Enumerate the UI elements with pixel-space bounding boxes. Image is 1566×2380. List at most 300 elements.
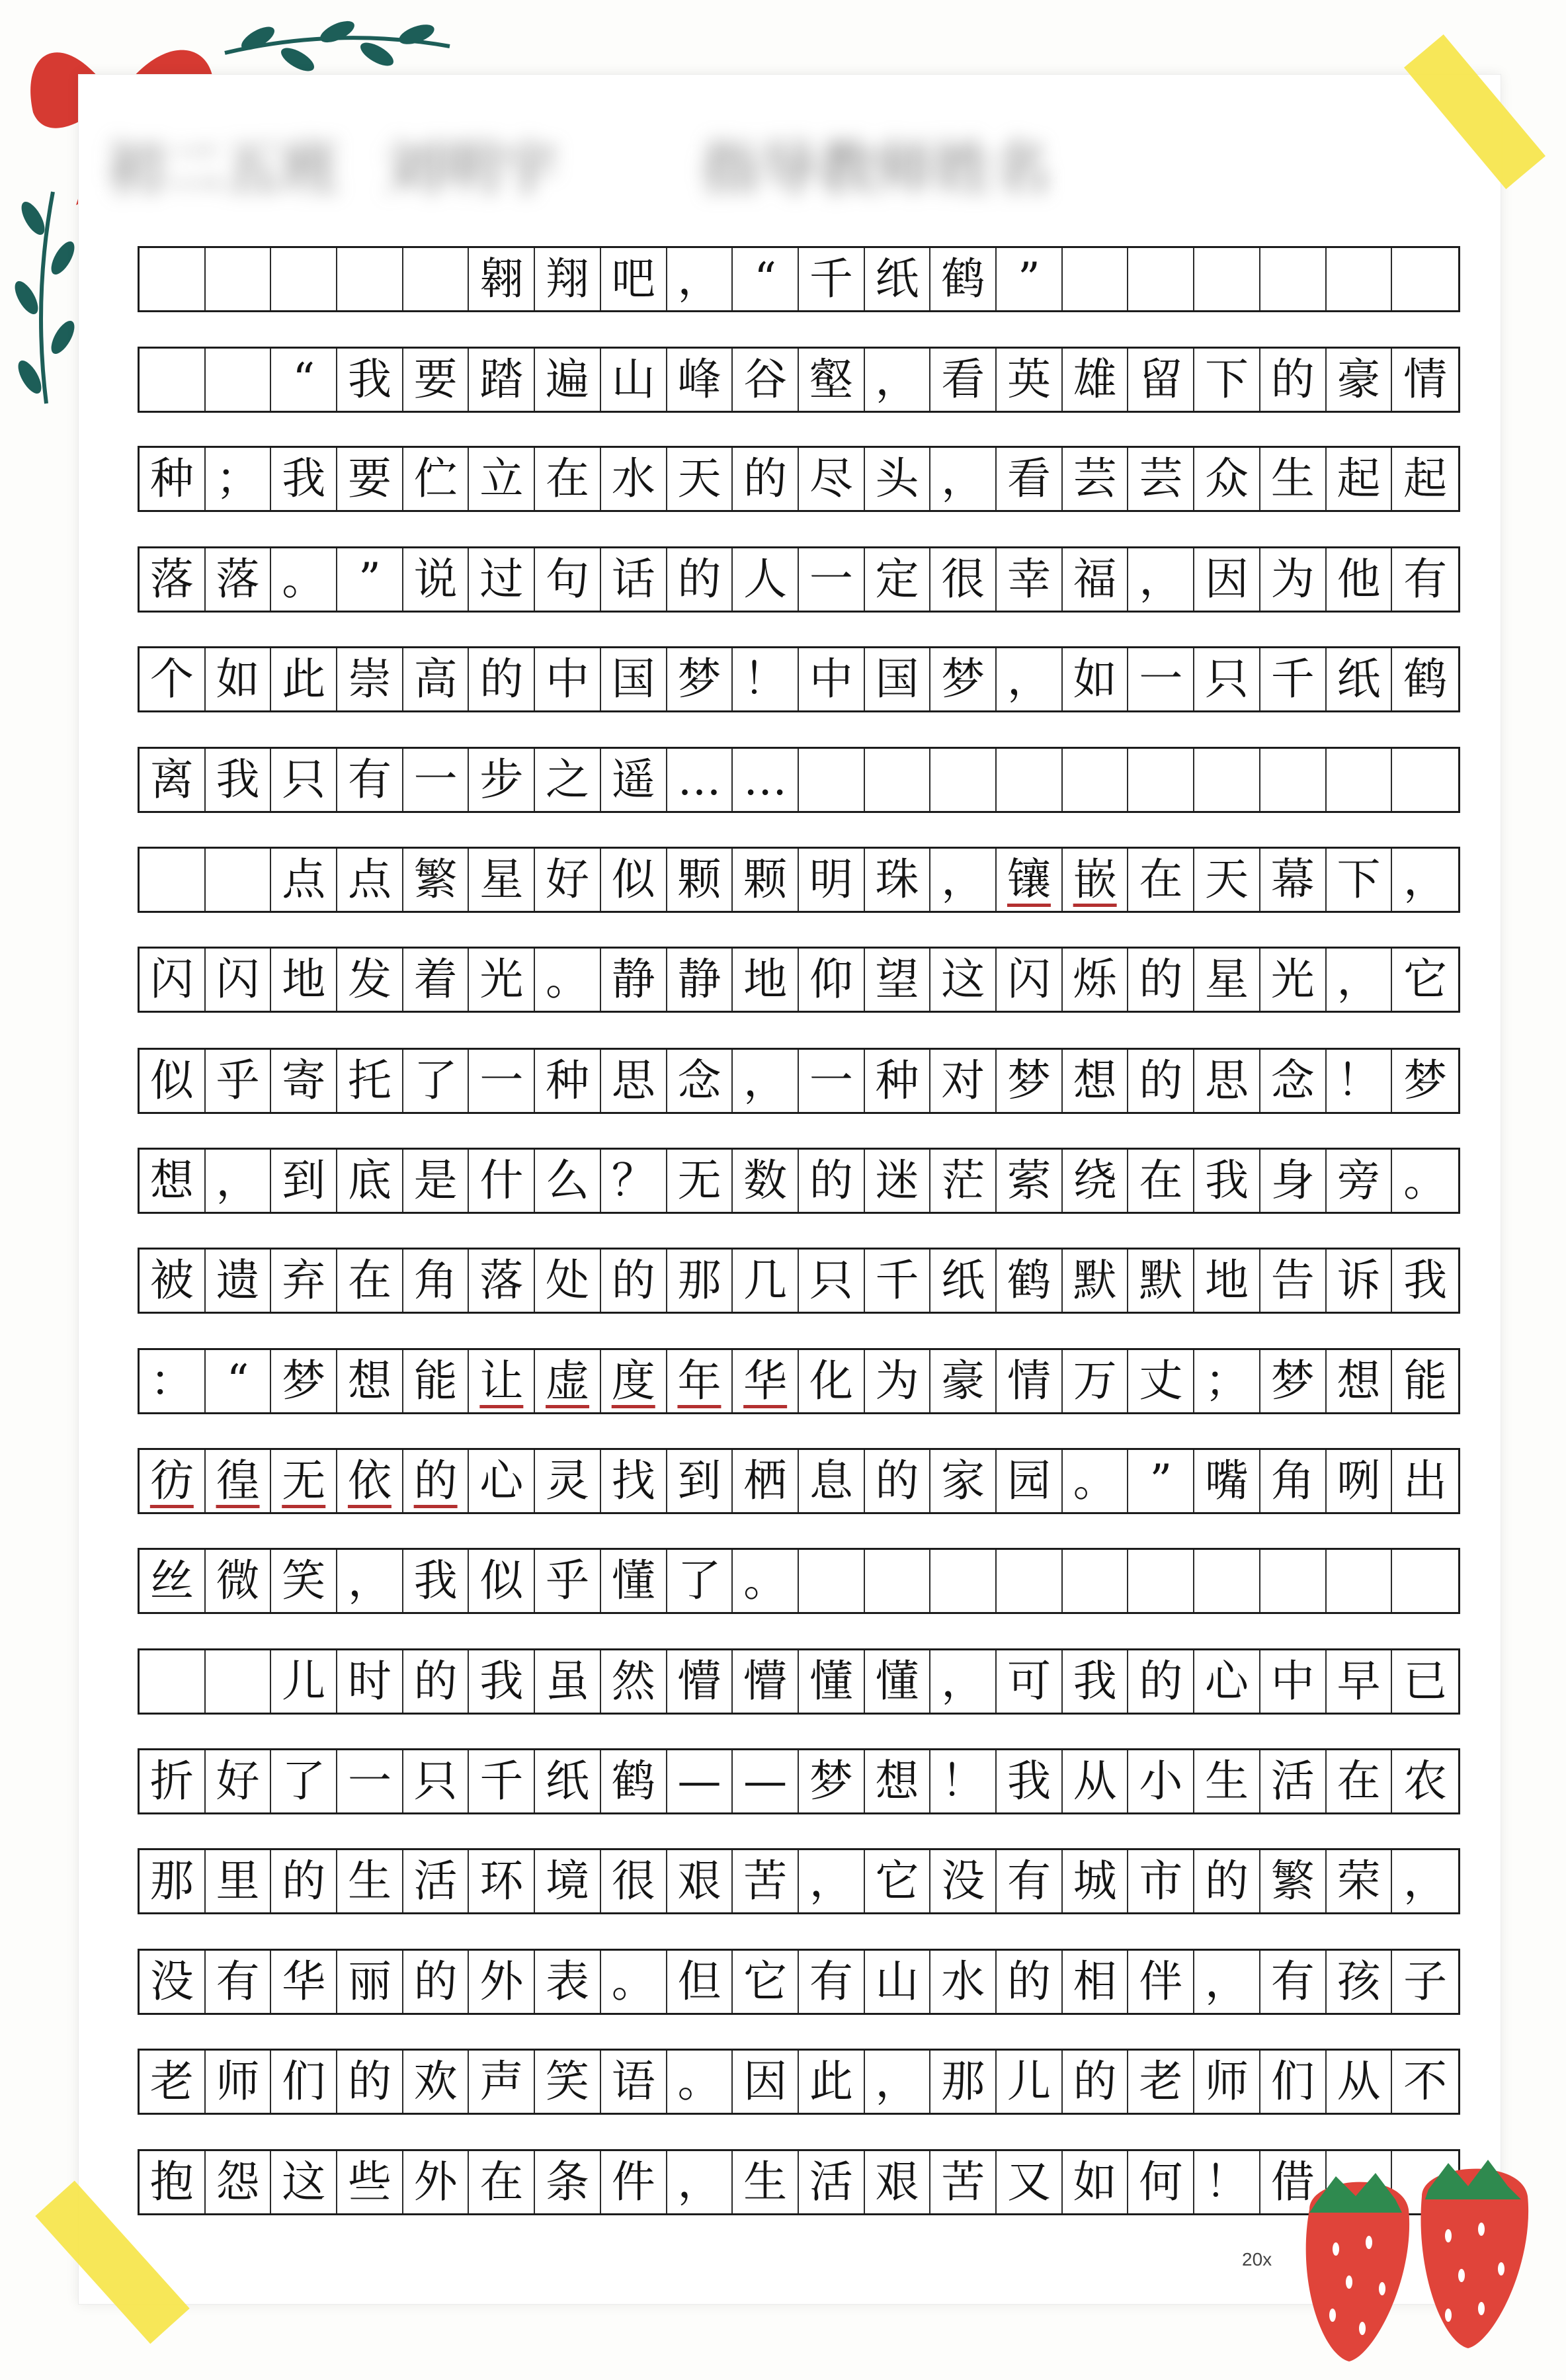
grid-row bbox=[138, 1548, 1460, 1614]
grid-cell: 鹤 bbox=[930, 248, 997, 310]
grid-cell: 水 bbox=[601, 448, 667, 510]
grid-cell: 城 bbox=[1063, 1850, 1129, 1912]
grid-cell: 闪 bbox=[206, 949, 272, 1011]
grid-cell: 无 bbox=[271, 1450, 337, 1512]
grid-cell: 这 bbox=[271, 2151, 337, 2213]
grid-cell: 鹤 bbox=[1403, 654, 1448, 704]
grid-cell: 我 bbox=[271, 448, 337, 510]
grid-cell: 绕 bbox=[1063, 1150, 1129, 1212]
grid-cell: 起 bbox=[1403, 453, 1448, 504]
grid-cell: 有 bbox=[1260, 1951, 1327, 2013]
grid-cell: 想 bbox=[140, 1150, 206, 1212]
grid-cell: 此 bbox=[799, 2051, 865, 2113]
grid-cell: 繁 bbox=[403, 849, 470, 911]
grid-cell: — bbox=[667, 1750, 733, 1812]
grid-cell bbox=[1392, 1550, 1458, 1612]
grid-cell: 们 bbox=[1260, 2051, 1327, 2113]
grid-cell: 中 bbox=[1260, 1650, 1327, 1713]
grid-cell: 的 bbox=[601, 1250, 667, 1312]
grid-cell: 一 bbox=[403, 749, 470, 811]
grid-cell: ， bbox=[337, 1550, 403, 1612]
grid-cell: 繁 bbox=[1260, 1850, 1327, 1912]
grid-cell: 它 bbox=[865, 1850, 931, 1912]
grid-cell: 欢 bbox=[403, 2051, 470, 2113]
grid-cell: 我 bbox=[1063, 1650, 1129, 1713]
grid-cell: 生 bbox=[733, 2151, 799, 2213]
grid-cell: 句 bbox=[535, 548, 601, 611]
grid-cell: 雄 bbox=[1063, 349, 1129, 411]
grid-cell: 头 bbox=[865, 448, 931, 510]
grid-cell: 步 bbox=[469, 749, 535, 811]
grid-cell: 幸 bbox=[997, 548, 1063, 611]
grid-cell: 咧 bbox=[1327, 1450, 1393, 1512]
grid-cell: 。 bbox=[601, 1951, 667, 2013]
grid-cell: 地 bbox=[733, 949, 799, 1011]
grid-cell: 的 bbox=[1260, 349, 1327, 411]
grid-cell: 能 bbox=[1403, 1355, 1448, 1406]
grid-cell: 萦 bbox=[997, 1150, 1063, 1212]
grid-cell: 栖 bbox=[733, 1450, 799, 1512]
grid-cell: 想 bbox=[1063, 1050, 1129, 1112]
grid-cell: 光 bbox=[1260, 949, 1327, 1011]
grid-cell: 他 bbox=[1327, 548, 1393, 611]
grid-cell bbox=[1194, 749, 1260, 811]
grid-cell: 已 bbox=[1403, 1656, 1448, 1707]
grid-cell: 笑 bbox=[535, 2051, 601, 2113]
grid-row bbox=[138, 546, 1460, 613]
grid-cell: 想 bbox=[865, 1750, 931, 1812]
grid-row bbox=[138, 2149, 1460, 2215]
grid-cell bbox=[206, 849, 272, 911]
grid-cell: 丝 bbox=[140, 1550, 206, 1612]
grid-cell: ， bbox=[206, 1150, 272, 1212]
grid-cell: 众 bbox=[1194, 448, 1260, 510]
grid-cell: 境 bbox=[535, 1850, 601, 1912]
grid-cell: 抱 bbox=[140, 2151, 206, 2213]
grid-cell: 看 bbox=[930, 349, 997, 411]
grid-cell: ， bbox=[799, 1850, 865, 1912]
grid-row bbox=[138, 1048, 1460, 1114]
grid-cell: 落 bbox=[469, 1250, 535, 1312]
grid-cell: 活 bbox=[799, 2151, 865, 2213]
grid-cell: 早 bbox=[1327, 1650, 1393, 1713]
grid-cell: 很 bbox=[930, 548, 997, 611]
grid-cell: 种 bbox=[535, 1050, 601, 1112]
grid-cell: 微 bbox=[206, 1550, 272, 1612]
grid-cell: 园 bbox=[997, 1450, 1063, 1512]
grid-cell: 我 bbox=[403, 1550, 470, 1612]
grid-cell: 的 bbox=[403, 1650, 470, 1713]
grid-cell: 静 bbox=[667, 949, 733, 1011]
grid-cell: 孩 bbox=[1327, 1951, 1393, 2013]
grid-cell: 农 bbox=[1403, 1756, 1448, 1806]
grid-row bbox=[138, 1848, 1460, 1914]
grid-cell: 地 bbox=[1194, 1250, 1260, 1312]
grid-cell: 山 bbox=[601, 349, 667, 411]
grid-cell: 好 bbox=[206, 1750, 272, 1812]
grid-cell: 。 bbox=[535, 949, 601, 1011]
grid-cell: ！ bbox=[930, 1750, 997, 1812]
grid-cell: ” bbox=[1128, 1450, 1194, 1512]
grid-row bbox=[138, 1248, 1460, 1314]
teacher-name: 指导教师姓名 bbox=[701, 134, 1051, 202]
grid-cell: “ bbox=[733, 248, 799, 310]
grid-cell: 丽 bbox=[337, 1951, 403, 2013]
grid-cell: 下 bbox=[1327, 849, 1393, 911]
grid-row bbox=[138, 1448, 1460, 1514]
grid-cell: 星 bbox=[1194, 949, 1260, 1011]
grid-cell: 看 bbox=[997, 448, 1063, 510]
grid-cell: 在 bbox=[1128, 1150, 1194, 1212]
grid-cell: 在 bbox=[1327, 1750, 1393, 1812]
grid-cell: 能 bbox=[403, 1350, 470, 1412]
grid-cell: 些 bbox=[337, 2151, 403, 2213]
grid-cell: 折 bbox=[140, 1750, 206, 1812]
grid-cell: 什 bbox=[469, 1150, 535, 1212]
grid-cell: 的 bbox=[1063, 2051, 1129, 2113]
grid-cell: 相 bbox=[1063, 1951, 1129, 2013]
strawberry-icon bbox=[1270, 2130, 1561, 2375]
grid-row bbox=[138, 1648, 1460, 1715]
grid-cell: 嵌 bbox=[1063, 849, 1129, 911]
grid-cell bbox=[1327, 749, 1393, 811]
grid-cell: 壑 bbox=[799, 349, 865, 411]
grid-cell: 茫 bbox=[930, 1150, 997, 1212]
grid-cell: 一 bbox=[469, 1050, 535, 1112]
grid-cell: 一 bbox=[799, 548, 865, 611]
grid-cell: 小 bbox=[1128, 1750, 1194, 1812]
grid-cell: 如 bbox=[1063, 2151, 1129, 2213]
grid-cell: ； bbox=[1194, 1350, 1260, 1412]
grid-cell: 静 bbox=[601, 949, 667, 1011]
grid-cell: ： bbox=[140, 1350, 206, 1412]
grid-cell: 艰 bbox=[667, 1850, 733, 1912]
grid-cell: 纸 bbox=[865, 248, 931, 310]
grid-cell: 星 bbox=[469, 849, 535, 911]
grid-cell: 踏 bbox=[469, 349, 535, 411]
grid-cell: 件 bbox=[601, 2151, 667, 2213]
grid-cell: 有 bbox=[206, 1951, 272, 2013]
grid-cell: 梦 bbox=[667, 648, 733, 710]
grid-cell: 从 bbox=[1327, 2051, 1393, 2113]
grid-cell: 光 bbox=[469, 949, 535, 1011]
grid-cell: 个 bbox=[140, 648, 206, 710]
grid-cell: 托 bbox=[337, 1050, 403, 1112]
grid-cell: 立 bbox=[469, 448, 535, 510]
grid-cell: 想 bbox=[1327, 1350, 1393, 1412]
grid-cell: 幕 bbox=[1260, 849, 1327, 911]
grid-cell: 笑 bbox=[271, 1550, 337, 1612]
grid-cell: 它 bbox=[733, 1951, 799, 2013]
grid-cell: 仰 bbox=[799, 949, 865, 1011]
grid-cell: 嘴 bbox=[1194, 1450, 1260, 1512]
grid-row bbox=[138, 947, 1460, 1013]
grid-cell: 点 bbox=[271, 849, 337, 911]
grid-cell: 好 bbox=[535, 849, 601, 911]
grid-cell: 艰 bbox=[865, 2151, 931, 2213]
grid-cell: 了 bbox=[667, 1550, 733, 1612]
grid-cell: 谷 bbox=[733, 349, 799, 411]
grid-cell: 懂 bbox=[799, 1650, 865, 1713]
grid-cell: 此 bbox=[271, 648, 337, 710]
grid-cell: 我 bbox=[337, 349, 403, 411]
grid-cell: 种 bbox=[865, 1050, 931, 1112]
grid-cell: 梦 bbox=[997, 1050, 1063, 1112]
grid-cell: 年 bbox=[667, 1350, 733, 1412]
grid-cell: 乎 bbox=[206, 1050, 272, 1112]
grid-cell: 默 bbox=[1128, 1250, 1194, 1312]
grid-cell: 似 bbox=[601, 849, 667, 911]
grid-cell: 到 bbox=[271, 1150, 337, 1212]
grid-cell: 落 bbox=[140, 548, 206, 611]
grid-cell bbox=[1260, 1550, 1327, 1612]
grid-cell: 时 bbox=[337, 1650, 403, 1713]
grid-cell: ！ bbox=[1194, 2151, 1260, 2213]
grid-cell: 似 bbox=[140, 1050, 206, 1112]
grid-cell: 么 bbox=[535, 1150, 601, 1212]
grid-cell: 虽 bbox=[535, 1650, 601, 1713]
grid-cell: 化 bbox=[799, 1350, 865, 1412]
grid-cell: 翱 bbox=[469, 248, 535, 310]
grid-cell: 如 bbox=[206, 648, 272, 710]
grid-cell: 福 bbox=[1063, 548, 1129, 611]
grid-cell: 国 bbox=[865, 648, 931, 710]
grid-cell: 伴 bbox=[1128, 1951, 1194, 2013]
grid-cell: … bbox=[667, 749, 733, 811]
grid-cell: 华 bbox=[271, 1951, 337, 2013]
grid-cell bbox=[337, 248, 403, 310]
grid-cell: 师 bbox=[1194, 2051, 1260, 2113]
grid-cell bbox=[140, 849, 206, 911]
grid-cell: 国 bbox=[601, 648, 667, 710]
grid-cell: 但 bbox=[667, 1951, 733, 2013]
grid-cell: 起 bbox=[1327, 448, 1393, 510]
grid-cell: 是 bbox=[403, 1150, 470, 1212]
grid-row bbox=[138, 747, 1460, 813]
grid-cell: 被 bbox=[140, 1250, 206, 1312]
grid-cell: 之 bbox=[535, 749, 601, 811]
grid-cell: 子 bbox=[1403, 1956, 1448, 2007]
grid-cell bbox=[140, 1650, 206, 1713]
grid-row bbox=[138, 246, 1460, 312]
grid-cell: 了 bbox=[271, 1750, 337, 1812]
grid-cell: 外 bbox=[403, 2151, 470, 2213]
grid-cell: 生 bbox=[337, 1850, 403, 1912]
grid-cell: 懵 bbox=[667, 1650, 733, 1713]
grid-cell: ； bbox=[206, 448, 272, 510]
grid-cell: 儿 bbox=[271, 1650, 337, 1713]
grid-cell: 的 bbox=[799, 1150, 865, 1212]
grid-cell: 人 bbox=[733, 548, 799, 611]
grid-cell: ， bbox=[667, 248, 733, 310]
grid-cell: 让 bbox=[469, 1350, 535, 1412]
grid-cell: 处 bbox=[535, 1250, 601, 1312]
grid-cell bbox=[997, 1550, 1063, 1612]
grid-cell: 鹤 bbox=[601, 1750, 667, 1812]
grid-cell bbox=[140, 248, 206, 310]
grid-cell: 的 bbox=[337, 2051, 403, 2113]
grid-cell: 懂 bbox=[601, 1550, 667, 1612]
grid-cell: 市 bbox=[1128, 1850, 1194, 1912]
vine-leaves-icon bbox=[218, 13, 456, 79]
grid-cell: 依 bbox=[337, 1450, 403, 1512]
grid-cell: 的 bbox=[403, 1951, 470, 2013]
grid-cell: 中 bbox=[799, 648, 865, 710]
grid-cell: 只 bbox=[1194, 648, 1260, 710]
grid-cell: 留 bbox=[1128, 349, 1194, 411]
grid-cell: 梦 bbox=[799, 1750, 865, 1812]
grid-cell: 华 bbox=[733, 1350, 799, 1412]
grid-cell: 遗 bbox=[206, 1250, 272, 1312]
grid-cell: 从 bbox=[1063, 1750, 1129, 1812]
grid-cell: 中 bbox=[535, 648, 601, 710]
grid-cell: 过 bbox=[469, 548, 535, 611]
grid-cell: 梦 bbox=[271, 1350, 337, 1412]
grid-cell: 豪 bbox=[1327, 349, 1393, 411]
grid-cell: “ bbox=[271, 349, 337, 411]
grid-cell: 虚 bbox=[535, 1350, 601, 1412]
grid-cell: 念 bbox=[1260, 1050, 1327, 1112]
grid-cell: 伫 bbox=[403, 448, 470, 510]
grid-cell: 。 bbox=[1063, 1450, 1129, 1512]
grid-row bbox=[138, 1748, 1460, 1814]
grid-cell: 吧 bbox=[601, 248, 667, 310]
grid-cell: ， bbox=[997, 648, 1063, 710]
grid-cell bbox=[930, 1550, 997, 1612]
grid-cell: 想 bbox=[337, 1350, 403, 1412]
grid-cell: 只 bbox=[799, 1250, 865, 1312]
grid-cell bbox=[1392, 749, 1458, 811]
grid-cell bbox=[1194, 1550, 1260, 1612]
grid-cell: 的 bbox=[469, 648, 535, 710]
grid-cell: 徨 bbox=[206, 1450, 272, 1512]
vine-left-icon bbox=[7, 185, 86, 410]
grid-cell: 角 bbox=[1260, 1450, 1327, 1512]
grid-cell: 外 bbox=[469, 1951, 535, 2013]
grid-cell: 我 bbox=[1403, 1255, 1448, 1306]
grid-cell: ， bbox=[930, 1650, 997, 1713]
grid-cell: 思 bbox=[601, 1050, 667, 1112]
grid-cell: 那 bbox=[667, 1250, 733, 1312]
grid-cell: 这 bbox=[930, 949, 997, 1011]
grid-cell: 们 bbox=[271, 2051, 337, 2113]
grid-cell: 珠 bbox=[865, 849, 931, 911]
grid-cell: 芸 bbox=[1128, 448, 1194, 510]
grid-cell: ， bbox=[667, 2151, 733, 2213]
grid-row bbox=[138, 2049, 1460, 2115]
grid-cell: 荣 bbox=[1327, 1850, 1393, 1912]
grid-cell: 的 bbox=[1194, 1850, 1260, 1912]
grid-cell: 千 bbox=[469, 1750, 535, 1812]
grid-cell: 语 bbox=[601, 2051, 667, 2113]
grid-cell: ？ bbox=[601, 1150, 667, 1212]
grid-cell: 崇 bbox=[337, 648, 403, 710]
grid-cell: 在 bbox=[535, 448, 601, 510]
grid-cell: 在 bbox=[1128, 849, 1194, 911]
grid-cell: 地 bbox=[271, 949, 337, 1011]
grid-cell: … bbox=[733, 749, 799, 811]
grid-cell: 默 bbox=[1063, 1250, 1129, 1312]
grid-cell: 声 bbox=[469, 2051, 535, 2113]
grid-cell: 有 bbox=[799, 1951, 865, 2013]
grid-cell: 老 bbox=[1128, 2051, 1194, 2113]
grid-cell bbox=[1128, 1550, 1194, 1612]
grid-cell: 懵 bbox=[733, 1650, 799, 1713]
grid-row bbox=[138, 1148, 1460, 1214]
grid-cell: 闪 bbox=[997, 949, 1063, 1011]
grid-cell: 我 bbox=[997, 1750, 1063, 1812]
grid-cell: 着 bbox=[403, 949, 470, 1011]
grid-cell: 旁 bbox=[1327, 1150, 1393, 1212]
grid-cell: ， bbox=[930, 849, 997, 911]
grid-cell: 豪 bbox=[930, 1350, 997, 1412]
grid-cell: 如 bbox=[1063, 648, 1129, 710]
grid-cell: 水 bbox=[930, 1951, 997, 2013]
grid-cell: 。 bbox=[667, 2051, 733, 2113]
grid-cell bbox=[799, 749, 865, 811]
grid-cell: 因 bbox=[733, 2051, 799, 2113]
grid-cell: 很 bbox=[601, 1850, 667, 1912]
grid-cell: 情 bbox=[997, 1350, 1063, 1412]
grid-cell: 苦 bbox=[733, 1850, 799, 1912]
grid-row bbox=[138, 1348, 1460, 1414]
class-name: 初二五班 bbox=[106, 134, 339, 202]
grid-cell: 何 bbox=[1128, 2151, 1194, 2213]
grid-cell: 遥 bbox=[601, 749, 667, 811]
grid-cell bbox=[865, 1550, 931, 1612]
grid-cell: 了 bbox=[403, 1050, 470, 1112]
grid-cell: 山 bbox=[865, 1951, 931, 2013]
grid-cell: 望 bbox=[865, 949, 931, 1011]
grid-cell: 表 bbox=[535, 1951, 601, 2013]
grid-cell: 怨 bbox=[206, 2151, 272, 2213]
grid-row bbox=[138, 347, 1460, 413]
grid-cell: 无 bbox=[667, 1150, 733, 1212]
grid-cell: 环 bbox=[469, 1850, 535, 1912]
grid-cell bbox=[865, 749, 931, 811]
grid-cell: 的 bbox=[1128, 949, 1194, 1011]
grid-cell: 情 bbox=[1403, 354, 1448, 405]
grid-cell: 又 bbox=[997, 2151, 1063, 2213]
grid-cell: 生 bbox=[1194, 1750, 1260, 1812]
grid-cell: 彷 bbox=[140, 1450, 206, 1512]
grid-cell bbox=[1128, 248, 1194, 310]
grid-cell: 有 bbox=[997, 1850, 1063, 1912]
grid-cell bbox=[271, 248, 337, 310]
grid-cell: 因 bbox=[1194, 548, 1260, 611]
grid-cell: ” bbox=[337, 548, 403, 611]
grid-cell bbox=[403, 248, 470, 310]
grid-cell: 纸 bbox=[535, 1750, 601, 1812]
grid-cell: 身 bbox=[1260, 1150, 1327, 1212]
grid-cell: 尽 bbox=[799, 448, 865, 510]
grid-cell: 念 bbox=[667, 1050, 733, 1112]
grid-cell: 千 bbox=[1260, 648, 1327, 710]
grid-cell bbox=[1327, 248, 1393, 310]
grid-cell: 。 bbox=[733, 1550, 799, 1612]
grid-cell: 思 bbox=[1194, 1050, 1260, 1112]
grid-cell bbox=[1063, 749, 1129, 811]
grid-cell: 镶 bbox=[997, 849, 1063, 911]
grid-row bbox=[138, 646, 1460, 712]
grid-cell: 出 bbox=[1403, 1455, 1448, 1506]
grid-cell: 在 bbox=[469, 2151, 535, 2213]
grid-cell: 我 bbox=[469, 1650, 535, 1713]
grid-cell: 角 bbox=[403, 1250, 470, 1312]
grid-cell: 灵 bbox=[535, 1450, 601, 1512]
grid-cell: ， bbox=[1194, 1951, 1260, 2013]
grid-size-label: 20x bbox=[1242, 2249, 1272, 2270]
